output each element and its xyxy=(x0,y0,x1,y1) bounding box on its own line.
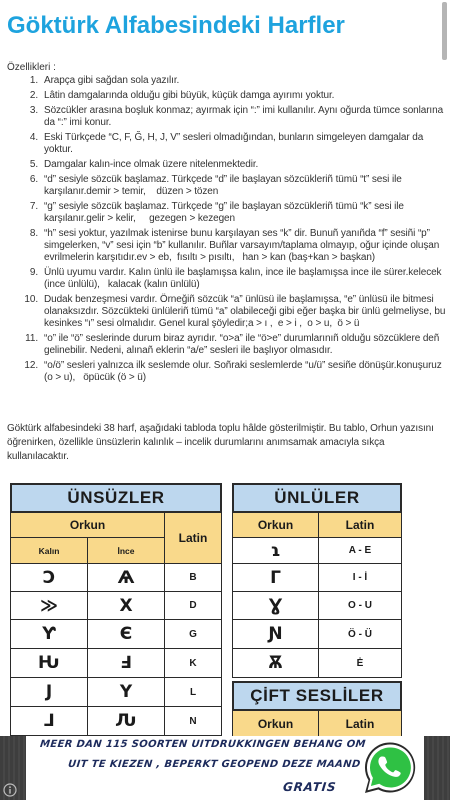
list-item-number: 8. xyxy=(29,228,38,239)
list-item xyxy=(0,174,446,198)
ad-banner[interactable] xyxy=(0,736,450,800)
list-item xyxy=(0,75,446,87)
latin-letter-cell: Ė xyxy=(318,648,402,678)
orkhon-glyph-cell: Ԋ xyxy=(10,648,88,678)
consonants-latin-label: Latin xyxy=(164,512,222,564)
list-item-number: 10. xyxy=(24,294,38,305)
list-item-number: 12. xyxy=(24,360,38,371)
list-item-number: 9. xyxy=(29,267,38,278)
features-heading: Özellikleri : xyxy=(7,62,56,73)
latin-letter-cell: K xyxy=(164,648,222,678)
orkhon-glyph-cell: Ѧ xyxy=(87,563,165,592)
list-item-text: “d” sesiyle sözcük başlamaz. Türkçede “d” ile başlayan sözcükleriñ tümü “t” sesi ile karşılanır.demir > temir, düzen > tözen xyxy=(44,174,405,197)
orkhon-glyph-cell: Ⅎ xyxy=(87,648,165,678)
orkhon-glyph-cell: ɿ xyxy=(232,537,319,564)
list-item-number: 3. xyxy=(29,105,38,116)
list-item-number: 5. xyxy=(29,159,38,170)
latin-letter-cell: Ö - Ü xyxy=(318,619,402,649)
list-item-text: “o” ile “ö” seslerinde durum biraz ayrıdır. “o>a” ile “ö>e” durumlarınıñ olduğu sözcüklere deñ gelinebilir. Nedeni, alınañ eklerin “a/e” sesleri ile başlıyor olmasıdır. xyxy=(44,333,442,356)
info-icon[interactable] xyxy=(3,783,17,797)
list-item xyxy=(0,360,446,384)
latin-letter-cell: A - E xyxy=(318,537,402,564)
list-item xyxy=(0,132,446,156)
list-item-number: 2. xyxy=(29,90,38,101)
latin-letter-cell: O - U xyxy=(318,591,402,620)
list-item-number: 1. xyxy=(29,75,38,86)
latin-letter-cell: D xyxy=(164,591,222,620)
list-item-text: “h” sesi yoktur, yazılmak istenirse bunu karşılayan ses “k” dir. Bunuñ yanıñda “f” sesiñi “p” simgelerken, “v” sesi için “b” kullanılır. Buñlar varsayım/taplama olmayıp, oğur içinde oluşan evrilmelerin karşıtıdır.ev > eb, fısıltı > pısıltı, han > kan (baş+kan > başkan) xyxy=(44,228,442,263)
list-item-text: Lâtin damgalarında olduğu gibi büyük, küçük damga ayırımı yoktur. xyxy=(44,90,335,101)
list-item xyxy=(0,294,446,330)
ad-side-right xyxy=(424,736,450,800)
whatsapp-icon xyxy=(362,740,418,796)
ad-text-free: GRATIS xyxy=(282,780,338,794)
list-item-number: 7. xyxy=(29,201,38,212)
orkhon-glyph-cell: Ƴ xyxy=(10,619,88,649)
list-item-text: Damgalar kalın-ince olmak üzere nitelenmektedir. xyxy=(44,159,259,170)
vowels-orkun-label: Orkun xyxy=(232,512,319,538)
vowels-header: ÜNLÜLER xyxy=(232,483,402,513)
list-item xyxy=(0,333,446,357)
list-item xyxy=(0,267,446,291)
diphthongs-latin-label: Latin xyxy=(318,710,402,736)
list-item-text: Ünlü uyumu vardır. Kalın ünlü ile başlamışsa kalın, ince ile başlamışsa ince ile sürer.kelecek (ince ünlülü), kalacak (kalın ünlülü) xyxy=(44,267,445,290)
list-item-text: Eski Türkçede “C, F, Ğ, H, J, V” sesleri olmadığından, bunların simgeleyen damgalar da yoktur. xyxy=(44,132,426,155)
list-item xyxy=(0,90,446,102)
latin-letter-cell: B xyxy=(164,563,222,592)
latin-letter-cell: I - İ xyxy=(318,563,402,592)
consonants-orkun-label: Orkun xyxy=(10,512,165,538)
latin-letter-cell: G xyxy=(164,619,222,649)
list-item-text: Sözcükler arasına boşluk konmaz; ayırmak için “:” imi kullanılır. Aynı oğurda tümce sonlarına da “:” imi konur. xyxy=(44,105,446,128)
features-section xyxy=(0,61,446,387)
consonants-header: ÜNSÜZLER xyxy=(10,483,222,513)
features-list xyxy=(0,75,446,384)
orkhon-glyph-cell: ≫ xyxy=(10,591,88,620)
latin-letter-cell: N xyxy=(164,706,222,736)
ad-text-line2: UIT TE KIEZEN , BEPERKT GEOPEND DEZE MAAND xyxy=(67,759,362,770)
list-item xyxy=(0,105,446,129)
diphthongs-header: ÇİFT SESLİLER xyxy=(232,681,402,711)
list-item-text: Dudak benzeşmesi vardır. Örneğiñ sözcük “a” ünlüsü ile başlamışsa, “e” ünlüsü ile bitmesi olanaksızdır. Sözcükteki ünlüleriñ tümü “a” olabileceği gibi eğer başka bir ünlü gelmeliyse, bu kesinkes “ı” sesi olmalıdır. Genel kural şöyledir;a > ı , e > i , o > u, ö > ü xyxy=(44,294,448,329)
orkhon-glyph-cell: Y xyxy=(87,677,165,707)
page-title: Göktürk Alfabesindeki Harfler xyxy=(7,12,345,39)
orkhon-glyph-cell: J xyxy=(10,677,88,707)
ad-text-line1: MEER DAN 115 SOORTEN UITDRUKKINGEN BEHANG OM xyxy=(39,739,367,750)
list-item-text: “o/ö” sesleri yalnızca ilk seslemde olur. Soñraki seslemlerde “u/ü” sesiñe dönüşür.konuşuruz (o > u), öpücük (ö > ü) xyxy=(44,360,445,383)
orkhon-glyph-cell: Γ xyxy=(232,563,319,592)
diphthongs-orkun-label: Orkun xyxy=(232,710,319,736)
orkhon-glyph-cell: X xyxy=(87,591,165,620)
latin-letter-cell: L xyxy=(164,677,222,707)
list-item-number: 4. xyxy=(29,132,38,143)
list-item xyxy=(0,201,446,225)
orkhon-glyph-cell: Ɲ xyxy=(232,619,319,649)
orkhon-glyph-cell: Ɣ xyxy=(232,591,319,620)
list-item-text: Arapça gibi sağdan sola yazılır. xyxy=(44,75,180,86)
orkhon-glyph-cell: ⅃ xyxy=(10,706,88,736)
list-item-text: “g” sesiyle sözcük başlamaz. Türkçede “g” ile başlayan sözcükleriñ tümü “k” sesi ile karşılanır.gelir > kelir, gezegen > kezegen xyxy=(44,201,407,224)
list-item-number: 11. xyxy=(25,333,38,344)
alphabet-table-image xyxy=(0,482,450,736)
list-item xyxy=(0,159,446,171)
orkhon-glyph-cell: Ↄ xyxy=(10,563,88,592)
list-item-number: 6. xyxy=(29,174,38,185)
kalin-label: Kalın xyxy=(10,537,88,564)
vowels-latin-label: Latin xyxy=(318,512,402,538)
orkhon-glyph-cell: Ѫ xyxy=(232,648,319,678)
orkhon-glyph-cell: Ԉ xyxy=(87,706,165,736)
orkhon-glyph-cell: Є xyxy=(87,619,165,649)
intro-paragraph: Göktürk alfabesindeki 38 harf, aşağıdaki tabloda toplu hâlde gösterilmiştir. Bu tablo, Orhun yazısını öğrenirken, özellikle ünsüzlerin kalınlık – incelik durumlarını anımsamak amacıyla sıkça kullanılacaktır. xyxy=(7,423,434,462)
ince-label: İnce xyxy=(87,537,165,564)
list-item xyxy=(0,228,446,264)
scrollbar[interactable] xyxy=(442,2,447,60)
